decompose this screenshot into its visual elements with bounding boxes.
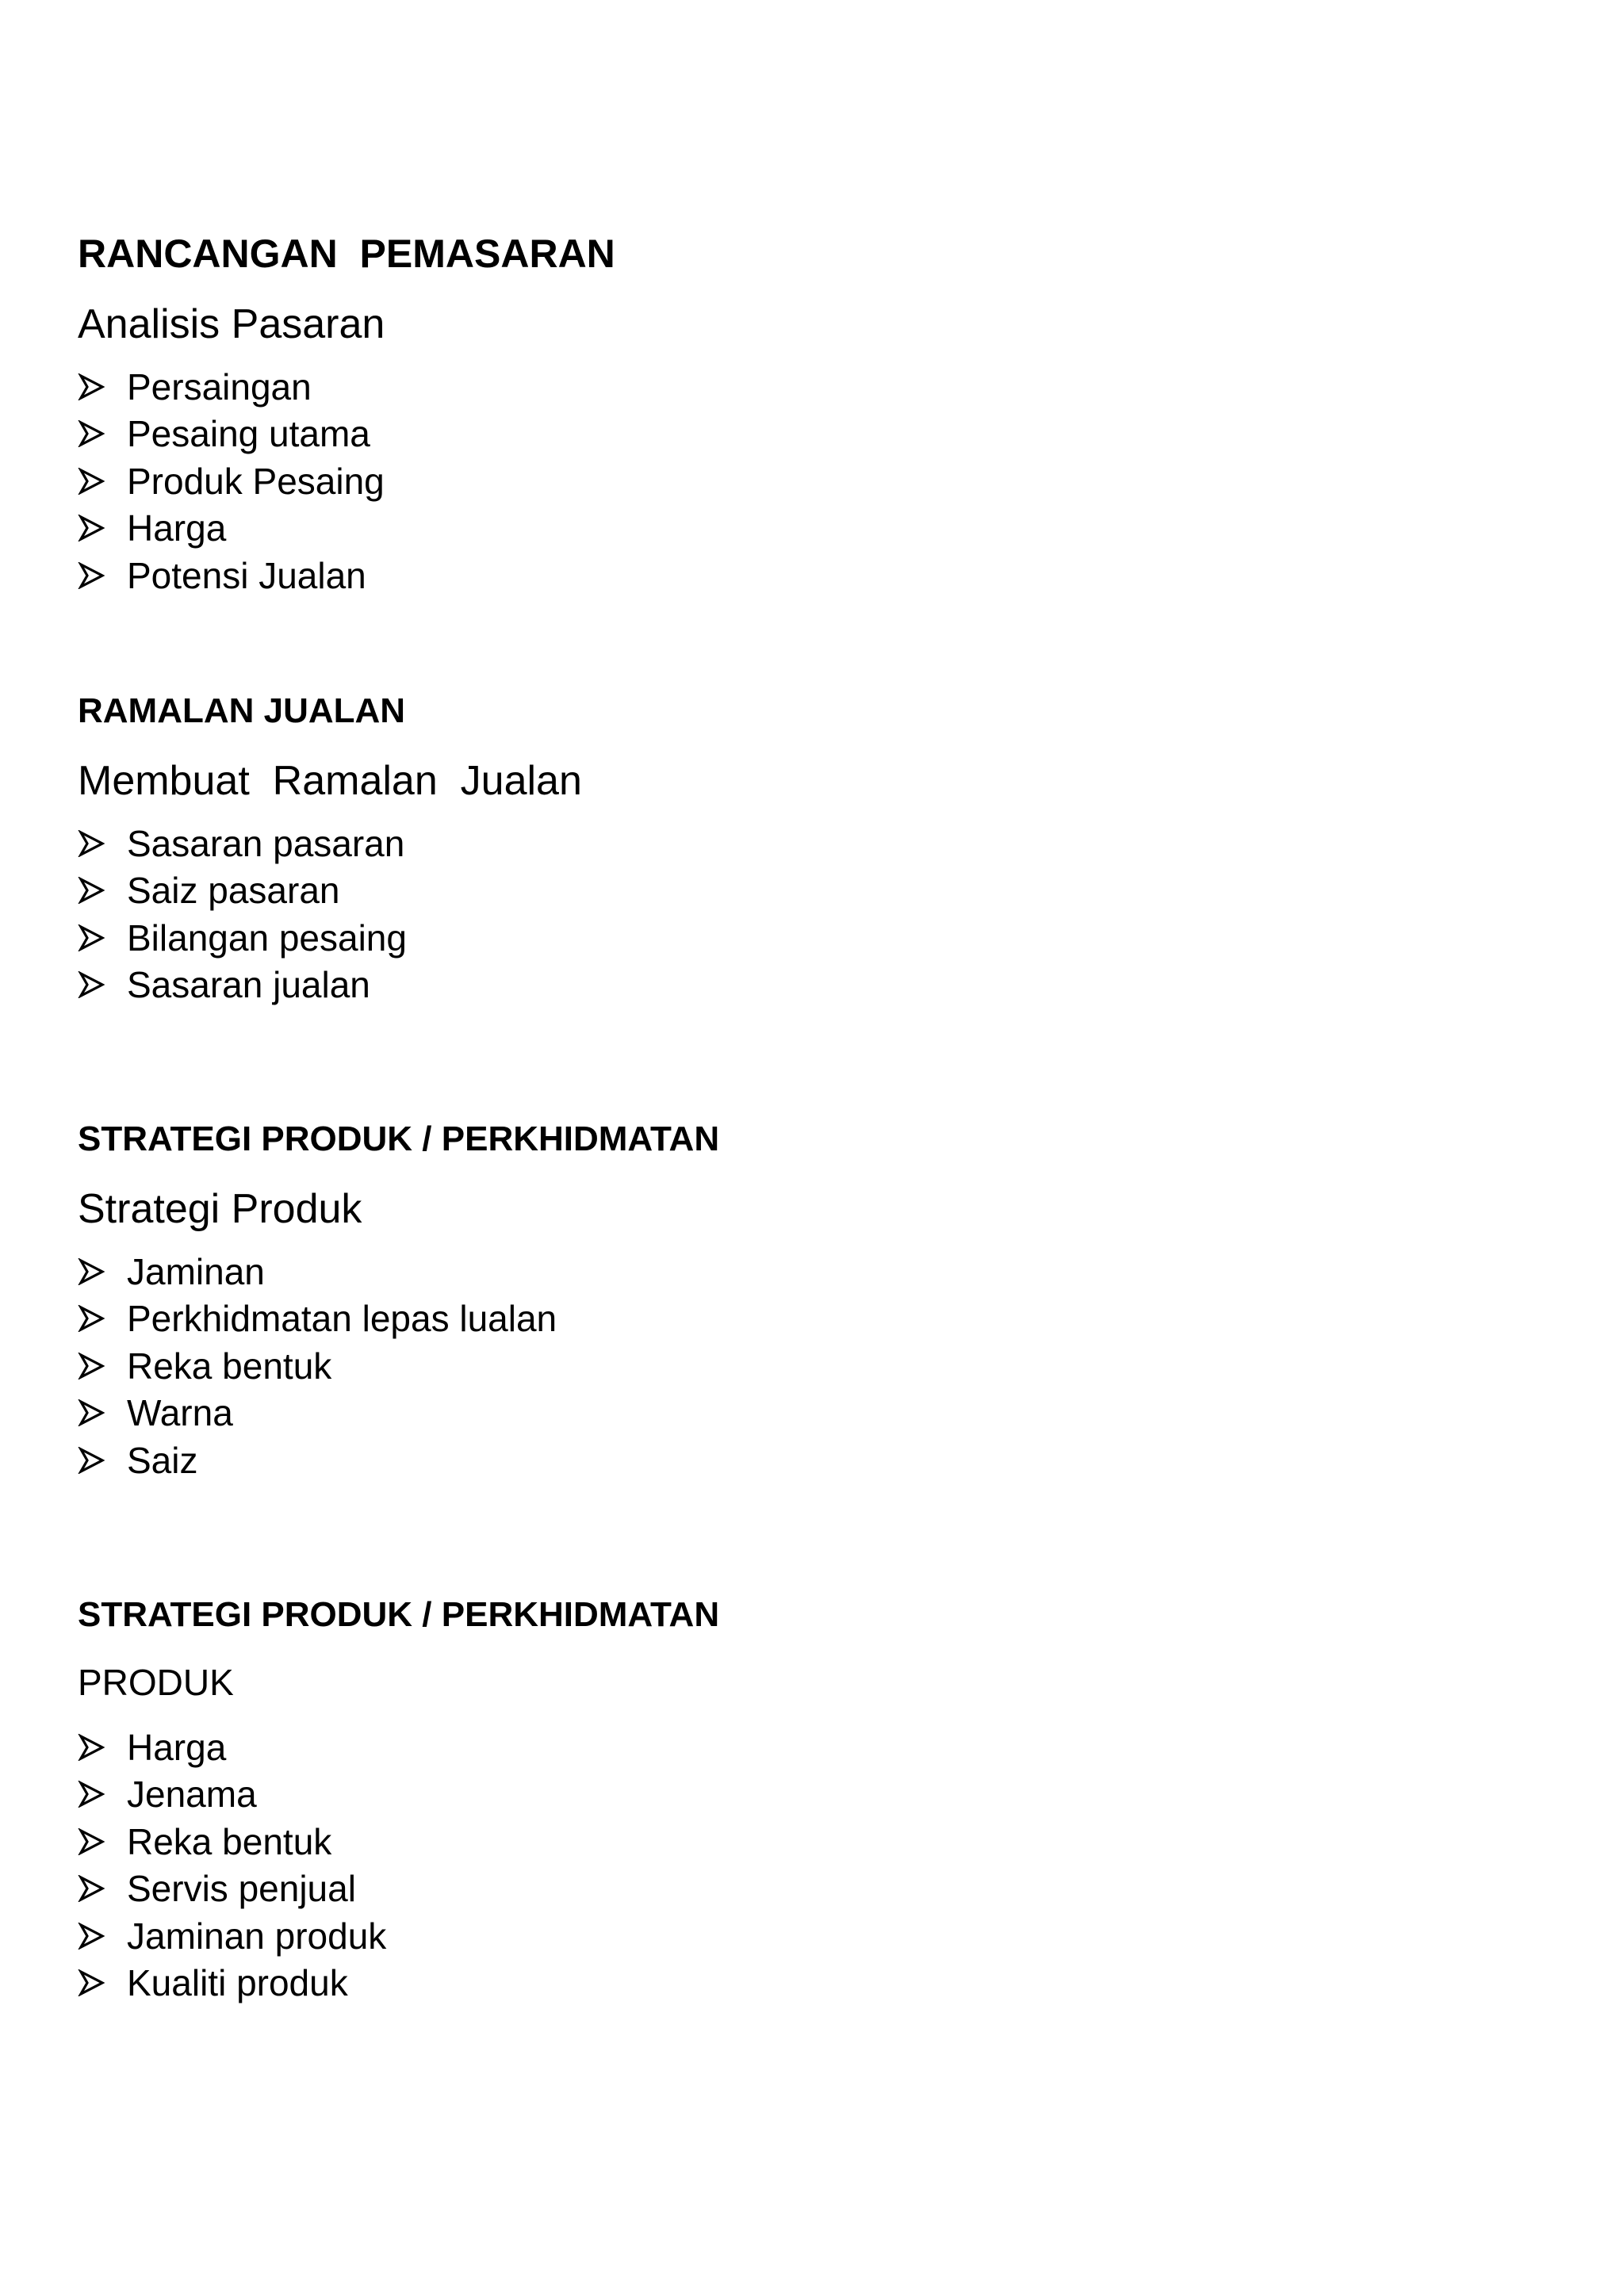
list-item-label: Sasaran pasaran [127, 822, 405, 864]
list-item-label: Harga [127, 1726, 227, 1768]
list-item [78, 820, 1505, 867]
list-item-label: Jenama [127, 1774, 257, 1816]
list-item-label: Perkhidmatan lepas lualan [127, 1298, 557, 1340]
list-item-label: Harga [127, 507, 227, 549]
arrow-bullet-icon [78, 1875, 105, 1902]
list-item [78, 1818, 1505, 1866]
section-heading: STRATEGI PRODUK / PERKHIDMATAN [78, 1119, 720, 1158]
section-heading: STRATEGI PRODUK / PERKHIDMATAN [78, 1595, 720, 1634]
list-item [78, 1342, 1505, 1390]
section-subheading: Strategi Produk [78, 1186, 362, 1232]
arrow-bullet-icon [78, 1923, 105, 1950]
arrow-bullet-icon [78, 830, 105, 857]
bullet-list [78, 363, 1505, 599]
section-heading: RAMALAN JUALAN [78, 691, 406, 730]
list-item-label: Warna [127, 1392, 233, 1434]
section-subheading: Analisis Pasaran [78, 301, 385, 347]
arrow-bullet-icon [78, 1828, 105, 1855]
list-item-label: Saiz [127, 1439, 198, 1481]
list-item-label: Reka bentuk [127, 1345, 332, 1387]
list-item-label: Jaminan [127, 1250, 265, 1292]
arrow-bullet-icon [78, 1258, 105, 1285]
list-item-label: Potensi Jualan [127, 554, 366, 596]
section-strategi-produk-2 [78, 1594, 1505, 2007]
list-item-label: Produk Pesaing [127, 460, 385, 502]
bullet-list [78, 1248, 1505, 1484]
arrow-bullet-icon [78, 420, 105, 447]
arrow-bullet-icon [78, 971, 105, 998]
arrow-bullet-icon [78, 1305, 105, 1332]
list-item [78, 1960, 1505, 2007]
list-item [78, 411, 1505, 458]
list-item-label: Jaminan produk [127, 1915, 387, 1957]
arrow-bullet-icon [78, 1781, 105, 1808]
section-rancangan-pemasaran [78, 230, 1505, 599]
section-ramalan-jualan [78, 690, 1505, 1008]
section-subheading: PRODUK [78, 1662, 234, 1703]
arrow-bullet-icon [78, 468, 105, 495]
list-item [78, 962, 1505, 1009]
arrow-bullet-icon [78, 924, 105, 951]
list-item [78, 363, 1505, 411]
list-item-label: Kualiti produk [127, 1962, 348, 2004]
list-item [78, 1912, 1505, 1960]
arrow-bullet-icon [78, 1734, 105, 1761]
bullet-list [78, 820, 1505, 1008]
arrow-bullet-icon [78, 877, 105, 904]
list-item [78, 505, 1505, 553]
list-item [78, 552, 1505, 599]
list-item [78, 1724, 1505, 1771]
list-item-label: Bilangan pesaing [127, 916, 407, 959]
list-item-label: Servis penjual [127, 1868, 356, 1910]
list-item-label: Sasaran jualan [127, 964, 370, 1006]
list-item [78, 1437, 1505, 1484]
bullet-list [78, 1724, 1505, 2007]
section-strategi-produk-1 [78, 1118, 1505, 1484]
list-item [78, 1771, 1505, 1819]
list-item [78, 1390, 1505, 1437]
arrow-bullet-icon [78, 1353, 105, 1380]
list-item [78, 457, 1505, 505]
arrow-bullet-icon [78, 515, 105, 541]
list-item [78, 1248, 1505, 1295]
list-item-label: Reka bentuk [127, 1820, 332, 1862]
list-item-label: Pesaing utama [127, 413, 370, 455]
list-item [78, 1866, 1505, 1913]
list-item [78, 914, 1505, 962]
arrow-bullet-icon [78, 1447, 105, 1474]
list-item [78, 1295, 1505, 1343]
arrow-bullet-icon [78, 1969, 105, 1996]
section-heading: RANCANGAN PEMASARAN [78, 232, 615, 276]
list-item-label: Persaingan [127, 365, 312, 408]
arrow-bullet-icon [78, 373, 105, 400]
arrow-bullet-icon [78, 1399, 105, 1426]
list-item-label: Saiz pasaran [127, 870, 340, 912]
arrow-bullet-icon [78, 562, 105, 589]
section-subheading: Membuat Ramalan Jualan [78, 758, 582, 804]
list-item [78, 867, 1505, 915]
